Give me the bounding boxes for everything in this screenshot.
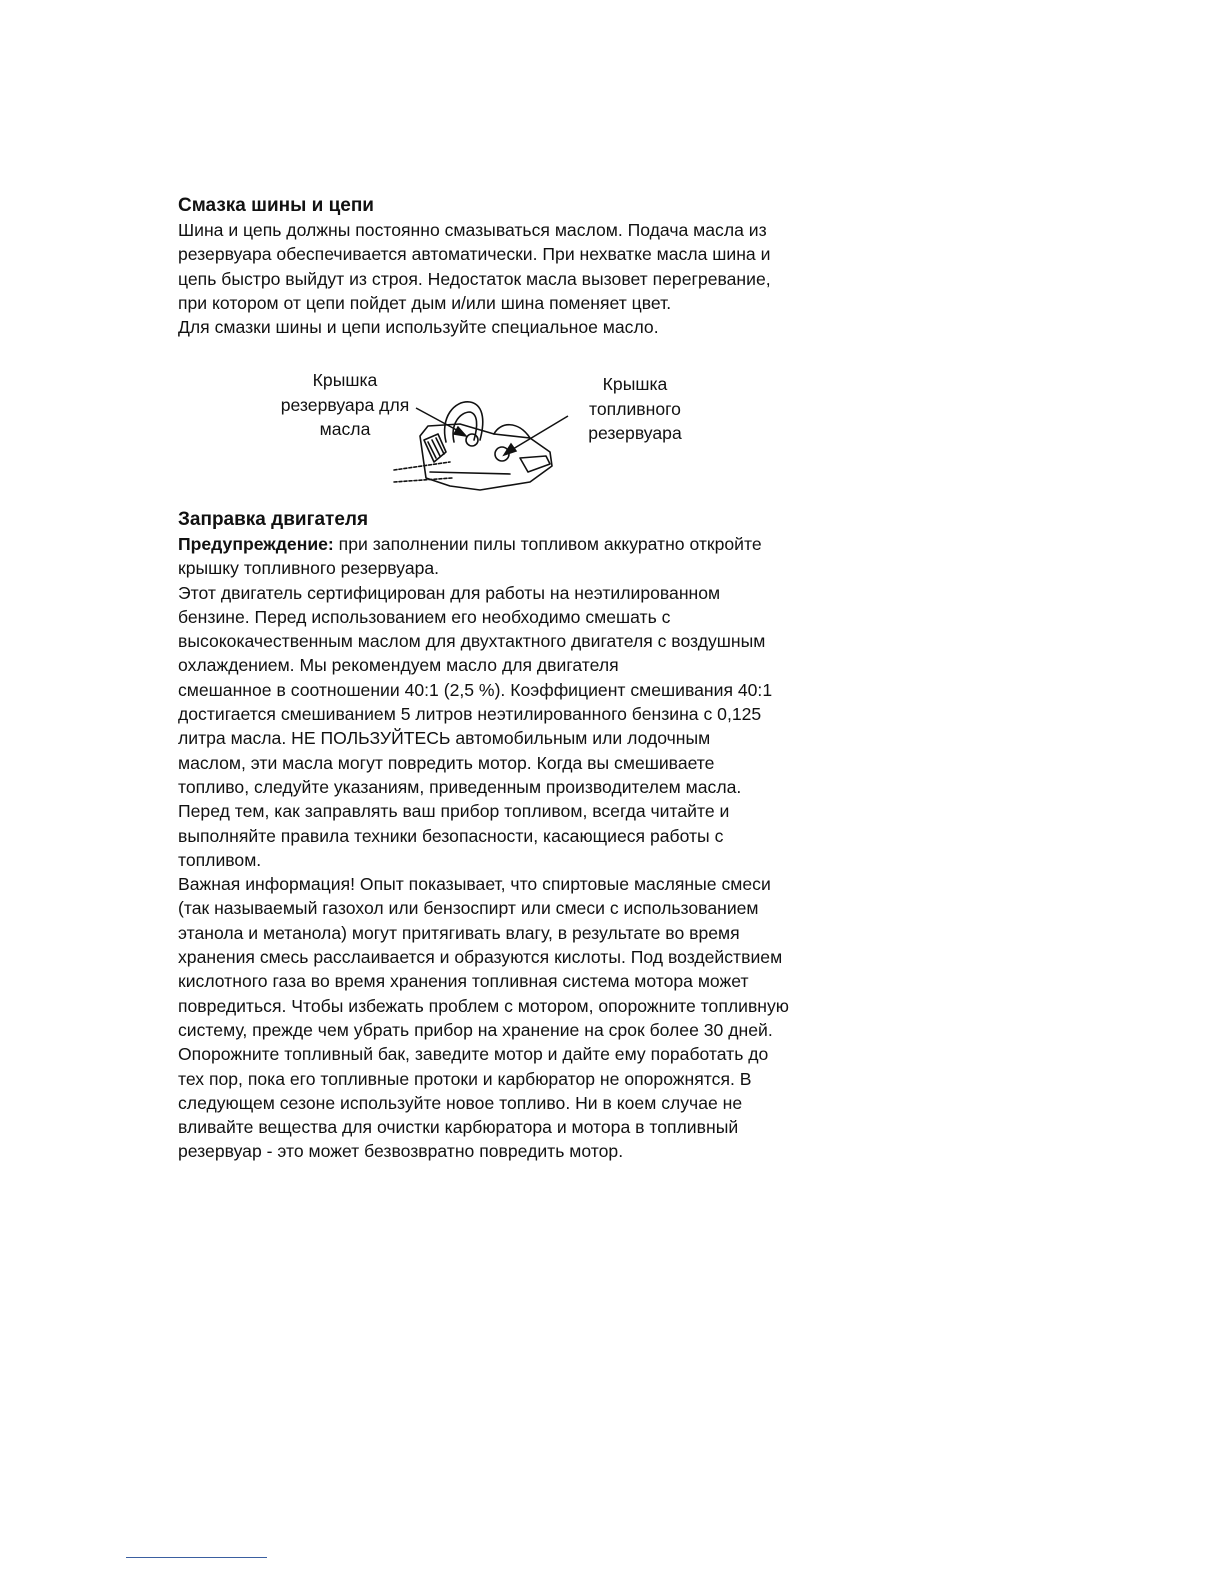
label-line: резервуара для (280, 394, 410, 415)
paragraph-line: вливайте вещества для очистки карбюратора и мотора в топливный (178, 1117, 739, 1138)
paragraph-line: цепь быстро выйдут из строя. Недостаток масла вызовет перегревание, (178, 268, 771, 289)
paragraph-line: высококачественным маслом для двухтактного двигателя с воздушным (178, 631, 766, 652)
section-bar-chain-lubrication (178, 194, 838, 339)
chainsaw-diagram (270, 368, 700, 498)
paragraph-line: крышку топливного резервуара. (178, 558, 440, 579)
warning-text: при заполнении пилы топливом аккуратно откройте (333, 534, 762, 554)
paragraph-line: достигается смешиванием 5 литров неэтилированного бензина с 0,125 (178, 704, 762, 725)
paragraph-line: бензине. Перед использованием его необходимо смешать с (178, 606, 671, 627)
paragraph-line: систему, прежде чем убрать прибор на хранение на срок более 30 дней. (178, 1019, 773, 1040)
chainsaw-illustration (390, 382, 580, 500)
paragraph-line: Важная информация! Опыт показывает, что спиртовые масляные смеси (178, 874, 771, 895)
paragraph-line: Опорожните топливный бак, заведите мотор и дайте ему поработать до (178, 1044, 769, 1065)
paragraph-line: (так называемый газохол или бензоспирт или смеси с использованием (178, 898, 759, 919)
paragraph-line: кислотного газа во время хранения топливная система мотора может (178, 971, 749, 992)
label-line: топливного (589, 398, 681, 419)
paragraph-line: литра масла. НЕ ПОЛЬЗУЙТЕСЬ автомобильным или лодочным (178, 728, 711, 749)
label-line: резервуара (588, 423, 682, 443)
paragraph-line: при котором от цепи пойдет дым и/или шина поменяет цвет. (178, 292, 672, 313)
section-title-lubrication: Смазка шины и цепи (178, 195, 374, 216)
paragraph-line: Шина и цепь должны постоянно смазываться маслом. Подача масла из (178, 220, 767, 240)
footnote-separator-line (126, 1557, 267, 1558)
paragraph-line: Этот двигатель сертифицирован для работы на неэтилированном (178, 582, 721, 603)
warning-label: Предупреждение: (178, 534, 334, 554)
paragraph-line: резервуара обеспечивается автоматически. При нехватке масла шина и (178, 244, 771, 265)
label-line: Крышка (602, 374, 668, 394)
paragraph-line: резервуар - это может безвозвратно повредить мотор. (178, 1141, 624, 1162)
paragraph-line: этанола и метанола) могут притягивать влагу, в результате во время (178, 922, 740, 943)
paragraph-line: тех пор, пока его топливные протоки и карбюратор не опорожнятся. В (178, 1068, 752, 1089)
paragraph-line: топливом. (178, 849, 262, 870)
paragraph-line: смешанное в соотношении 40:1 (2,5 %). Коэффициент смешивания 40:1 (178, 679, 773, 700)
section-engine-refueling (178, 508, 838, 1164)
paragraph-line: топливо, следуйте указаниям, приведенным производителем масла. (178, 776, 742, 797)
fuel-tank-cap-label (570, 372, 700, 446)
paragraph-line: повредиться. Чтобы избежать проблем с мотором, опорожните топливную (178, 995, 790, 1016)
label-line: масла (319, 419, 371, 439)
paragraph-line: выполняйте правила техники безопасности, касающиеся работы с (178, 825, 724, 846)
paragraph-line: маслом, эти масла могут повредить мотор. Когда вы смешиваете (178, 752, 715, 773)
paragraph-line: Для смазки шины и цепи используйте специальное масло. (178, 317, 659, 338)
paragraph-line: следующем сезоне используйте новое топливо. Ни в коем случае не (178, 1092, 743, 1113)
warning-line (178, 532, 838, 556)
paragraph-line: охлаждением. Мы рекомендуем масло для двигателя (178, 655, 619, 676)
paragraph-line: хранения смесь расслаивается и образуются кислоты. Под воздействием (178, 947, 783, 968)
section-title-refueling: Заправка двигателя (178, 509, 369, 530)
paragraph-line: Перед тем, как заправлять ваш прибор топливом, всегда читайте и (178, 801, 730, 822)
label-line: Крышка (312, 370, 378, 390)
